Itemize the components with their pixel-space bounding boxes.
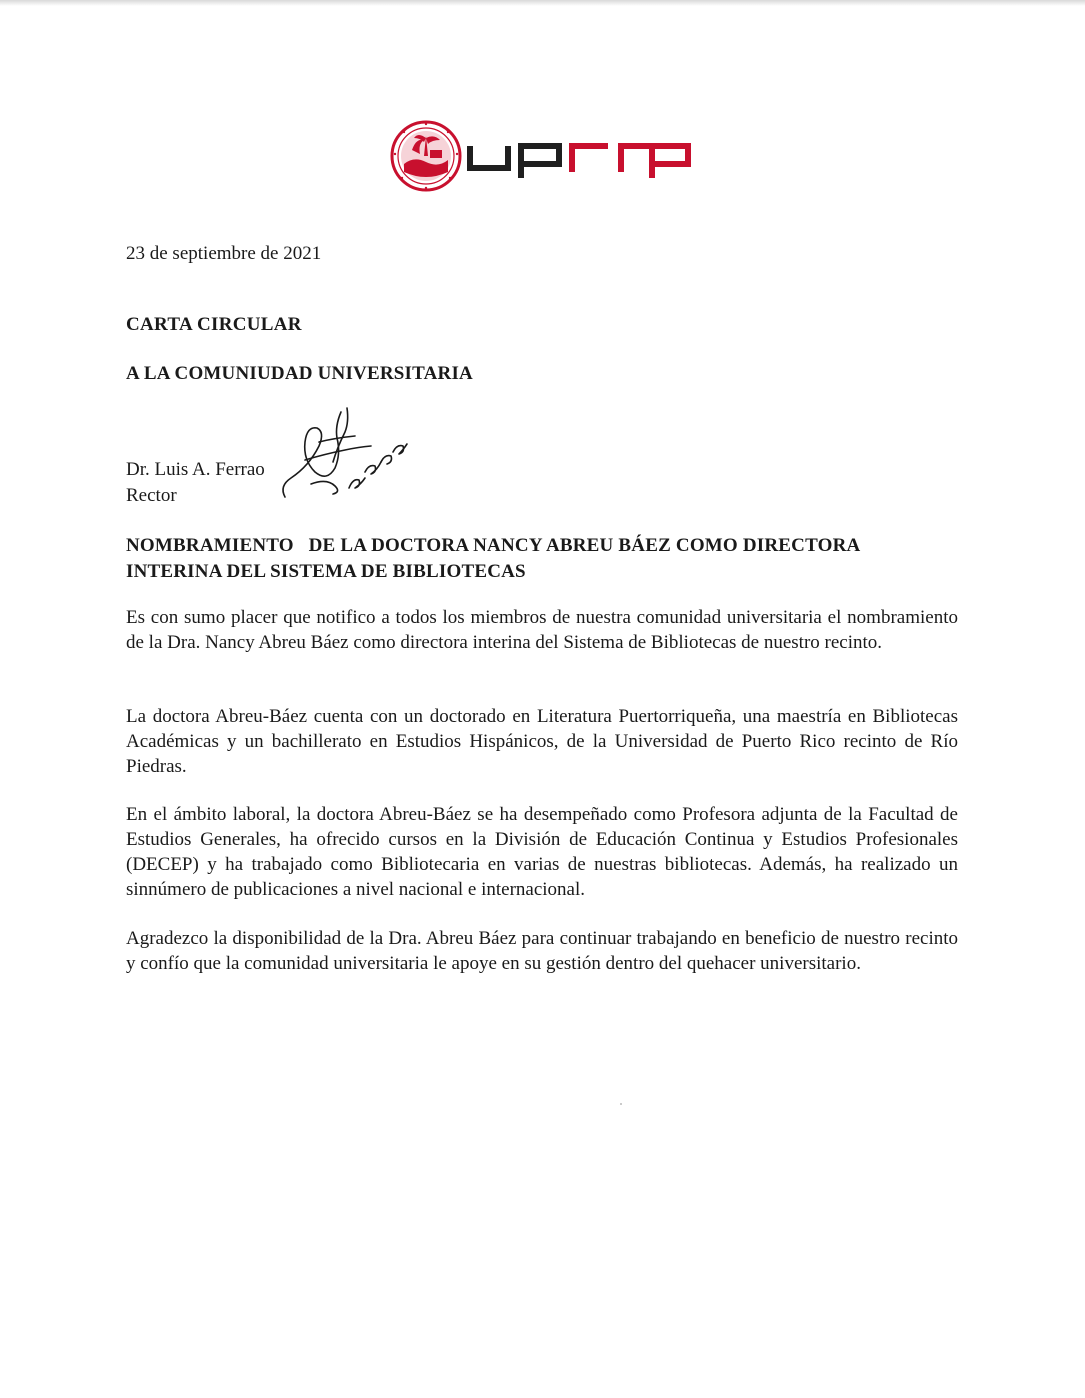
body-paragraph-4: Agradezco la disponibilidad de la Dra. Abreu Báez para continuar trabajando en beneficio de nuestro recinto y confío que la comunidad universitaria le apoye en su gestión dentro del quehacer universitario. bbox=[126, 928, 958, 974]
logo-letter-p2 bbox=[652, 146, 688, 178]
body-paragraph-1: Es con sumo placer que notifico a todos los miembros de nuestra comunidad universitaria el nombramiento de la Dra. Nancy Abreu Báez como directora interina del Sistema de Bibliotecas de nuestro recinto. bbox=[126, 607, 958, 653]
sender-name: Dr. Luis A. Ferrao bbox=[126, 459, 265, 480]
uprrp-logo bbox=[390, 120, 700, 192]
letter-heading: CARTA CIRCULAR bbox=[126, 314, 302, 335]
letter-date: 23 de septiembre de 2021 bbox=[126, 243, 322, 264]
logo-letter-p bbox=[521, 146, 559, 178]
body-paragraph-3: En el ámbito laboral, la doctora Abreu-Báez se ha desempeñado como Profesora adjunta de la Facultad de Estudios Generales, ha ofrecido cursos en la División de Educación Continua y Estudios Profesionales (DECEP) y ha trabajado como Bibliotecaria en varias de nuestras bibliotecas. Además, ha realizado un sinnúmero de publicaciones a nivel nacional e internacional. bbox=[126, 804, 958, 900]
sender-title: Rector bbox=[126, 485, 177, 506]
letter-subject: NOMBRAMIENTO DE LA DOCTORA NANCY ABREU BÁEZ COMO DIRECTORA INTERINA DEL SISTEMA DE BIBLIOTECAS bbox=[126, 535, 865, 582]
logo-letter-u bbox=[470, 146, 508, 168]
handwritten-signature bbox=[275, 402, 415, 512]
sender-block bbox=[126, 457, 958, 509]
letter-recipient: A LA COMUNIUDAD UNIVERSITARIA bbox=[126, 363, 473, 384]
body-paragraph-2: La doctora Abreu-Báez cuenta con un doctorado en Literatura Puertorriqueña, una maestría en Bibliotecas Académicas y un bachillerato en Estudios Hispánicos, de la Universidad de Puerto Rico recinto de Río Piedras. bbox=[126, 706, 958, 777]
scan-speck bbox=[620, 1103, 622, 1105]
university-seal bbox=[392, 122, 460, 190]
scan-edge bbox=[0, 0, 1085, 6]
logo-letter-r1 bbox=[572, 146, 608, 172]
